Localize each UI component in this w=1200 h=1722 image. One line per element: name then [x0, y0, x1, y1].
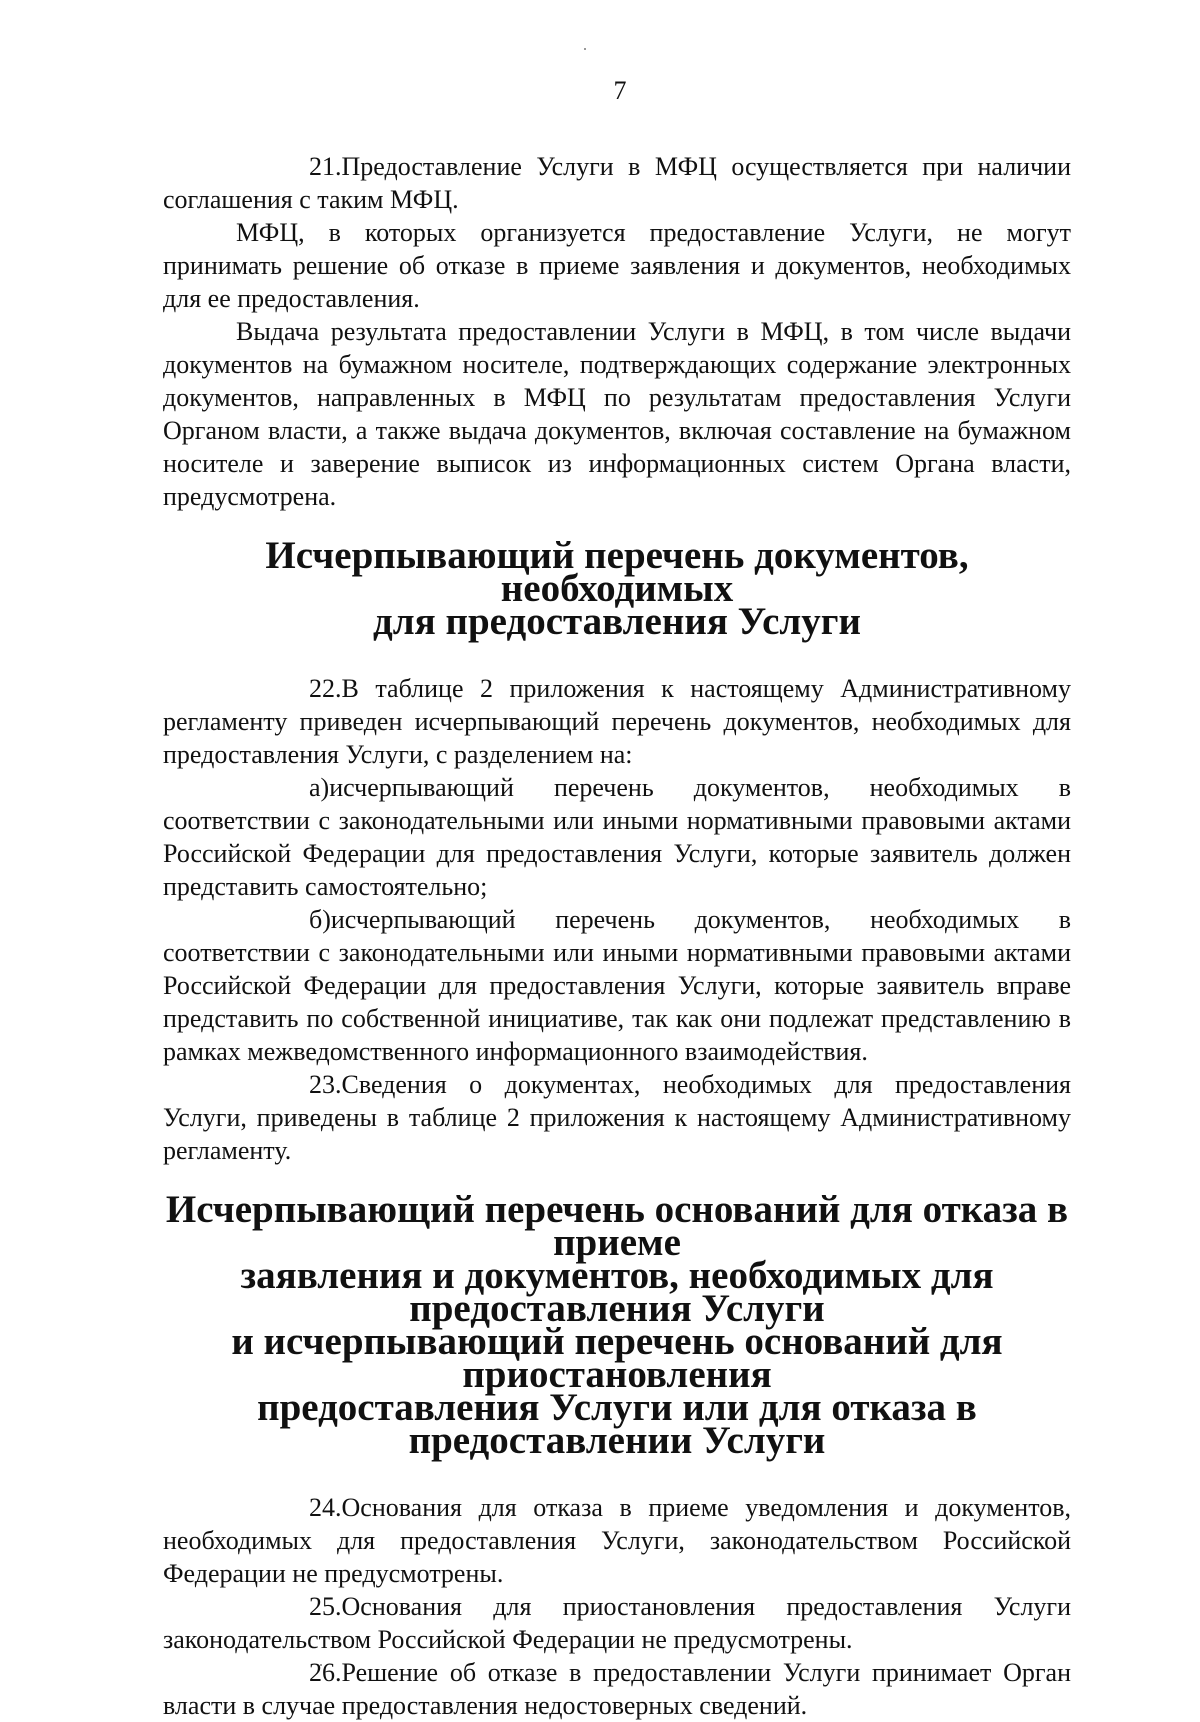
- paragraph-text: исчерпывающий перечень документов, необходимых в соответствии с законодательными или иными нормативными правовыми актами Российской Федерации для предоставления Услуги, которые заявитель вправе представить по собственной инициативе, так как они подлежат представлению в рамках межведомственного информационного взаимодействия.: [163, 905, 1071, 1066]
- paragraph-text: Решение об отказе в предоставлении Услуги принимает Орган власти в случае предоставления недостоверных сведений.: [163, 1658, 1071, 1720]
- scan-speck: [584, 48, 586, 50]
- paragraph-24: [163, 1491, 1071, 1590]
- paragraph-mfc-issuance: [163, 315, 1071, 513]
- paragraph-text: Выдача результата предоставлении Услуги в МФЦ, в том числе выдачи документов на бумажном носителе, подтверждающих содержание электронных документов, направленных в МФЦ по результатам предоставления Услуги Органом власти, а также выдача документов, включая составление на бумажном носителе и заверение выписок из информационных систем Органа власти, предусмотрена.: [163, 317, 1071, 511]
- paragraph-26: [163, 1656, 1071, 1722]
- paragraph-number: 22.: [309, 674, 342, 703]
- list-item-b: [163, 903, 1071, 1068]
- heading-line: и исчерпывающий перечень оснований для приостановления: [231, 1320, 1003, 1396]
- paragraph-number: 23.: [309, 1070, 342, 1099]
- document-body: [163, 150, 1071, 1722]
- paragraph-25: [163, 1590, 1071, 1656]
- section-heading: [163, 1188, 1071, 1462]
- paragraph-number: 26.: [309, 1658, 342, 1687]
- paragraph-text: Основания для отказа в приеме уведомления и документов, необходимых для предоставления Услуги, законодательством Российской Федерации не предусмотрены.: [163, 1493, 1071, 1588]
- heading-line: предоставления Услуги или для отказа в предоставлении Услуги: [257, 1386, 977, 1462]
- paragraph-23: [163, 1068, 1071, 1167]
- heading-line: Исчерпывающий перечень оснований для отказа в приеме: [165, 1188, 1069, 1264]
- page-number: 7: [613, 76, 627, 105]
- list-item-a: [163, 771, 1071, 903]
- paragraph-number: 25.: [309, 1592, 342, 1621]
- section-body: [163, 672, 1071, 1167]
- section-body: [163, 1491, 1071, 1722]
- paragraph-text: Предоставление Услуги в МФЦ осуществляется при наличии соглашения с таким МФЦ.: [163, 152, 1071, 214]
- paragraph-mfc-refusal: [163, 216, 1071, 315]
- paragraph-text: исчерпывающий перечень документов, необходимых в соответствии с законодательными или иными нормативными правовыми актами Российской Федерации для предоставления Услуги, которые заявитель должен представить самостоятельно;: [163, 773, 1071, 901]
- section-mfc: [163, 150, 1071, 513]
- paragraph-text: МФЦ, в которых организуется предоставление Услуги, не могут принимать решение об отказе в приеме заявления и документов, необходимых для ее предоставления.: [163, 218, 1071, 313]
- heading-line: заявления и документов, необходимых для предоставления Услуги: [240, 1254, 994, 1330]
- paragraph-text: Сведения о документах, необходимых для предоставления Услуги, приведены в таблице 2 приложения к настоящему Административному регламенту.: [163, 1070, 1071, 1165]
- heading-line: для предоставления Услуги: [373, 600, 861, 643]
- section-documents: [163, 534, 1071, 1167]
- list-marker: а): [309, 773, 330, 802]
- paragraph-22: [163, 672, 1071, 771]
- paragraph-21: [163, 150, 1071, 216]
- list-marker: б): [309, 905, 331, 934]
- section-heading: [163, 534, 1071, 643]
- paragraph-text: В таблице 2 приложения к настоящему Административному регламенту приведен исчерпывающий перечень документов, необходимых для предоставления Услуги, с разделением на:: [163, 674, 1071, 769]
- paragraph-text: Основания для приостановления предоставления Услуги законодательством Российской Федерации не предусмотрены.: [163, 1592, 1071, 1654]
- paragraph-number: 24.: [309, 1493, 342, 1522]
- heading-line: Исчерпывающий перечень документов, необходимых: [265, 534, 969, 610]
- section-refusal-grounds: [163, 1188, 1071, 1722]
- paragraph-number: 21.: [309, 152, 342, 181]
